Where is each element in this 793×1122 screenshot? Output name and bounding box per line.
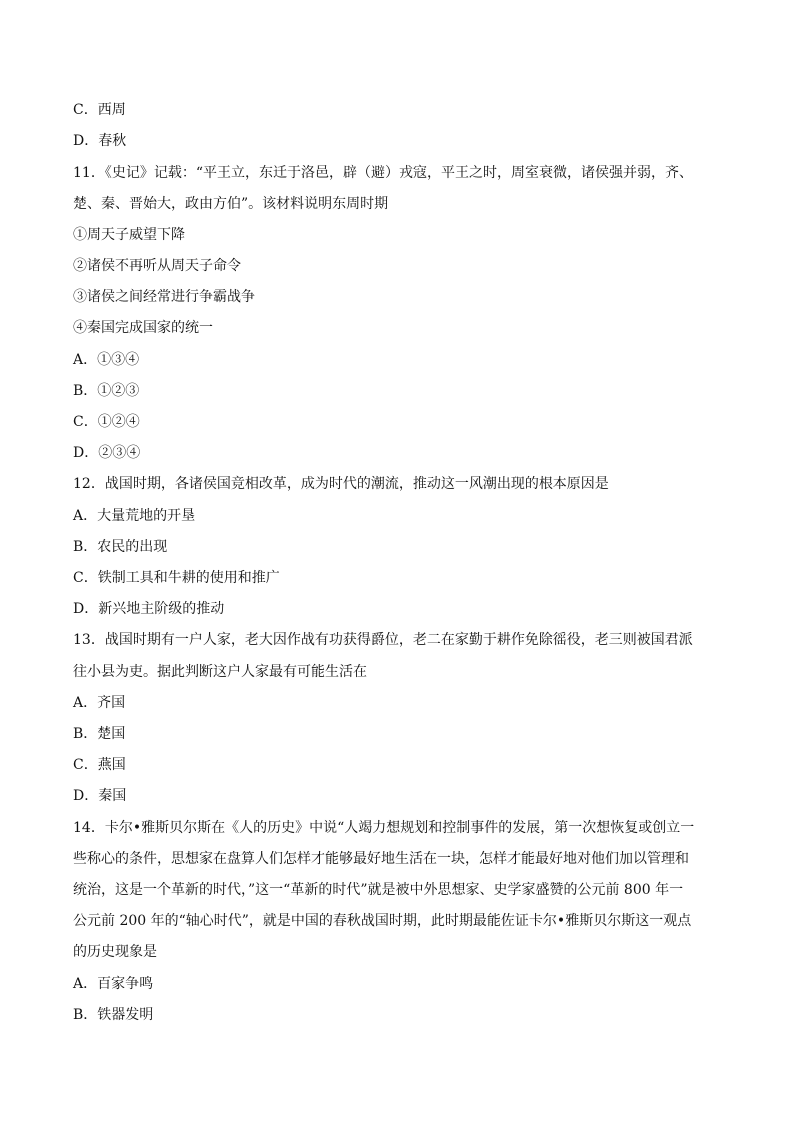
question-11-stem-line1: 11．《史记》记载：“平王立，东迁于洛邑，辟（避）戎寇，平王之时，周室衰微，诸侯强并弱，齐、: [73, 165, 693, 181]
question-13-stem-line2: 往小县为吏。据此判断这户人家最有可能生活在: [73, 664, 367, 680]
statement-3: ③诸侯之间经常进行争霸战争: [73, 289, 255, 305]
option-d-q11: D．②③④: [73, 445, 141, 461]
question-13-stem-line1: 13．战国时期有一户人家，老大因作战有功获得爵位，老二在家勤于耕作免除徭役，老三则被国君派: [73, 632, 693, 648]
option-a-q13: A．齐国: [73, 695, 126, 711]
question-14-stem-line4: 公元前 200 年的“轴心时代”，就是中国的春秋战国时期，此时期最能佐证卡尔•雅斯贝尔斯这一观点: [73, 913, 692, 929]
option-c-q11: C．①②④: [73, 414, 140, 430]
option-c-q10: C．西周: [73, 102, 126, 118]
statement-4: ④秦国完成国家的统一: [73, 320, 213, 336]
option-b-q14: B．铁器发明: [73, 1007, 154, 1023]
option-b-q11: B．①②③: [73, 383, 140, 399]
option-a-q11: A．①③④: [73, 352, 140, 368]
statement-2: ②诸侯不再听从周天子命令: [73, 258, 241, 274]
question-14-stem-line2: 些称心的条件，思想家在盘算人们怎样才能够最好地生活在一块，怎样才能最好地对他们加以管理和: [73, 851, 689, 867]
statement-1: ①周天子威望下降: [73, 227, 185, 243]
question-14-stem-line3: 统治，这是一个革新的时代，”这一“革新的时代”就是被中外思想家、史学家盛赞的公元前 800 年一: [73, 882, 684, 898]
option-c-q12: C．铁制工具和牛耕的使用和推广: [73, 570, 280, 586]
option-b-q13: B．楚国: [73, 726, 126, 742]
option-a-q14: A．百家争鸣: [73, 976, 154, 992]
option-d-q10: D．春秋: [73, 133, 127, 149]
option-d-q12: D．新兴地主阶级的推动: [73, 601, 225, 617]
option-a-q12: A．大量荒地的开垦: [73, 508, 196, 524]
option-d-q13: D．秦国: [73, 788, 127, 804]
option-b-q12: B．农民的出现: [73, 539, 168, 555]
question-14-stem-line5: 的历史现象是: [73, 944, 157, 960]
question-12-stem: 12．战国时期，各诸侯国竞相改革，成为时代的潮流，推动这一风潮出现的根本原因是: [73, 476, 609, 492]
question-11-stem-line2: 楚、秦、晋始大，政由方伯”。该材料说明东周时期: [73, 196, 389, 212]
option-c-q13: C．燕国: [73, 757, 126, 773]
question-14-stem-line1: 14．卡尔•雅斯贝尔斯在《人的历史》中说“人竭力想规划和控制事件的发展，第一次想恢复或创立一: [73, 820, 695, 836]
